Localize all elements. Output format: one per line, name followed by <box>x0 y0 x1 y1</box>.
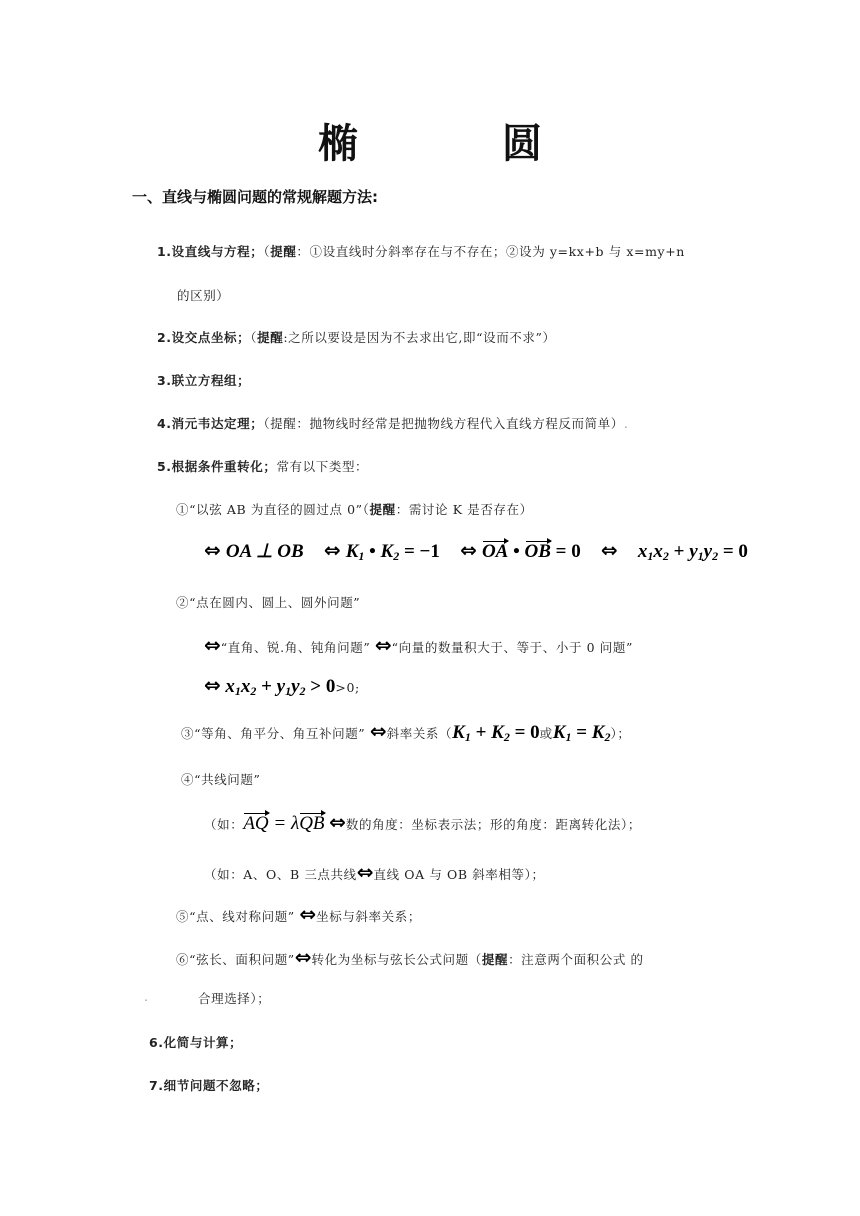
type-6: ⑥“弦长、面积问题”⇔转化为坐标与弦长公式问题（提醒：注意两个面积公式 的 <box>176 945 644 969</box>
step-3-label: 3.联立方程组； <box>157 373 251 388</box>
type-2-line-2: ⇔ $x_1x_2 + y_1y_2 > 0>0$; <box>204 673 360 698</box>
step-5: 5.根据条件重转化；常有以下类型： <box>157 459 369 474</box>
iff-symbol: ⇔ <box>294 945 312 969</box>
formula-coordinate: $x_1x_2 + y_1y_2 = 0$ <box>637 541 748 563</box>
iff-symbol: ⇔ <box>299 902 317 926</box>
type-6-continuation: 合理选择）； <box>198 991 271 1006</box>
step-6-label: 6.化简与计算； <box>149 1035 243 1050</box>
iff-symbol: ⇔ <box>356 860 374 884</box>
formula-slope-product: $K_1$ • $K_2 = -1$ <box>345 541 440 563</box>
type-2-line-1: ⇔“直角、锐.角、钝角问题” ⇔“向量的数量积大于、等于、小于 0 问题” <box>204 633 633 657</box>
stray-dot: . <box>144 989 149 1004</box>
step-7-label: 7.细节问题不忽略； <box>149 1078 269 1093</box>
step-4: 4.消元韦达定理；（提醒：抛物线时经常是把抛物线方程代入直线方程反而简单）. <box>157 416 629 431</box>
step-6 <box>149 1033 242 1051</box>
step-5-label: 5.根据条件重转化； <box>157 459 277 474</box>
type-3: ③“等角、角平分、角互补问题” ⇔斜率关系（$K_1 + K_2 = 0$或$K_1 = K_2$）； <box>181 719 631 744</box>
iff-symbol: ⇔ <box>369 719 387 743</box>
type-4: ④“共线问题” <box>181 772 261 787</box>
page-title: 椭 圆 <box>318 121 594 167</box>
formula-positive-product: $x_1x_2 + y_1y_2 > 0$ <box>225 676 336 698</box>
type-1: ①“以弦 AB 为直径的圆过点 0”（提醒：需讨论 K 是否存在） <box>176 502 533 517</box>
formula-perp: OA ⊥ OB <box>225 541 304 562</box>
iff-symbol: ⇔ <box>204 673 221 697</box>
step-1-label: 1.设直线与方程； <box>157 244 264 259</box>
step-1: 1.设直线与方程；（提醒：①设直线时分斜率存在与不存在；②设为 y=kx+b 与 x=my+n <box>157 244 685 259</box>
step-3 <box>157 371 250 389</box>
type-4-line-2: （如：A、O、B 三点共线⇔直线 OA 与 OB 斜率相等）； <box>204 860 545 884</box>
iff-symbol: ⇔ <box>329 810 346 834</box>
iff-symbol: ⇔ <box>323 538 341 562</box>
step-2: 2.设交点坐标；（提醒:之所以要设是因为不去求出它,即“设而不求”） <box>157 330 556 345</box>
formula-slope-sum: $K_1 + K_2 = 0$ <box>452 722 540 744</box>
iff-symbol: ⇔ <box>204 633 221 657</box>
type-1-formula <box>204 538 748 564</box>
iff-symbol: ⇔ <box>600 538 618 562</box>
section-heading: 一、直线与椭圆问题的常规解题方法: <box>132 188 379 206</box>
step-1-continuation: 的区别） <box>177 288 230 303</box>
formula-slope-equal: $K_1 = K_2$ <box>552 722 611 744</box>
type-2: ②“点在圆内、圆上、圆外问题” <box>176 595 361 610</box>
iff-symbol: ⇔ <box>204 538 221 562</box>
iff-symbol: ⇔ <box>460 538 477 562</box>
formula-dot-product: OA • OB = 0 <box>481 541 581 562</box>
type-4-line-1: （如：AQ = λQB ⇔数的角度：坐标表示法；形的角度：距离转化法）； <box>204 810 641 834</box>
step-4-label: 4.消元韦达定理； <box>157 416 264 431</box>
remind-label: 提醒 <box>270 244 297 259</box>
formula-collinear-vector: AQ = λQB <box>243 813 325 834</box>
type-5: ⑤“点、线对称问题” ⇔坐标与斜率关系； <box>176 902 421 926</box>
step-2-label: 2.设交点坐标； <box>157 330 251 345</box>
step-7 <box>149 1076 268 1094</box>
remind-label: 提醒 <box>369 502 396 517</box>
iff-symbol: ⇔ <box>374 633 392 657</box>
remind-label: 提醒 <box>257 330 284 345</box>
remind-label: 提醒 <box>481 952 509 967</box>
